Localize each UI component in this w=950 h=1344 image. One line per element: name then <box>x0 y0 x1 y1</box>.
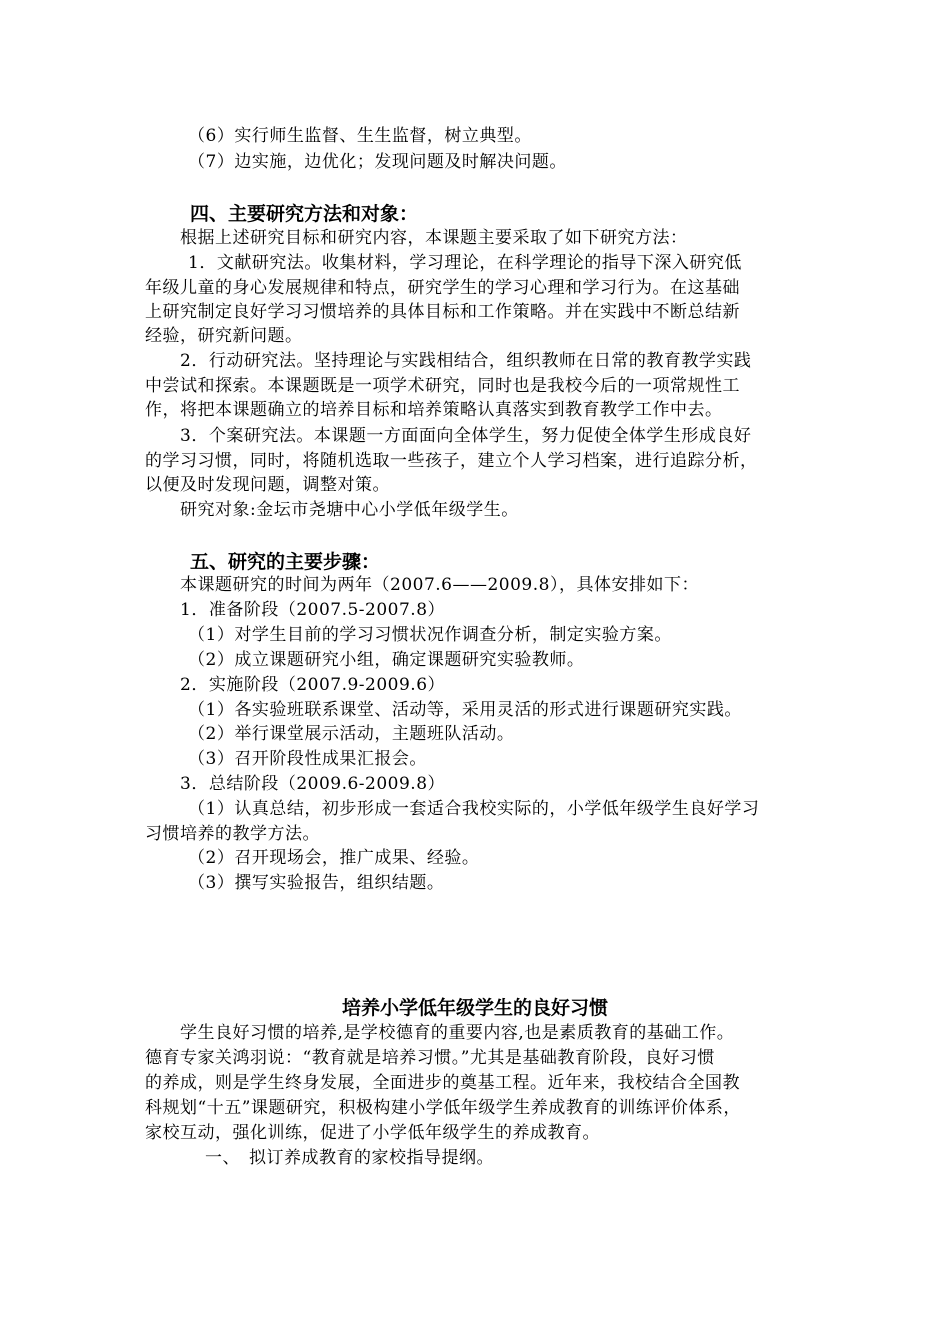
section-point: 一、 拟订养成教育的家校指导提纲。 <box>205 1148 494 1168</box>
section-heading: 四、主要研究方法和对象： <box>190 203 419 225</box>
paragraph-line: 作，将把本课题确立的培养目标和培养策略认真落实到教育教学工作中去。 <box>145 400 723 420</box>
stage-heading: 1．准备阶段（2007.5-2007.8） <box>180 600 446 620</box>
paragraph-line: 以便及时发现问题，调整对策。 <box>145 475 390 495</box>
paragraph-line: 的学习习惯，同时，将随机选取一些孩子，建立个人学习档案，进行追踪分析， <box>145 451 758 471</box>
list-item: （2）举行课堂展示活动，主题班队活动。 <box>188 724 515 744</box>
paragraph-line: 的养成，则是学生终身发展，全面进步的奠基工程。近年来，我校结合全国教 <box>145 1073 740 1093</box>
paragraph: 研究对象:金坛市尧塘中心小学低年级学生。 <box>180 500 519 520</box>
paragraph-line: 3．个案研究法。本课题一方面面向全体学生，努力促使全体学生形成良好 <box>180 426 752 446</box>
paragraph-line: 2．行动研究法。坚持理论与实践相结合，组织教师在日常的教育教学实践 <box>180 351 752 371</box>
article-title: 培养小学低年级学生的良好习惯 <box>341 997 608 1019</box>
list-item: （2）成立课题研究小组，确定课题研究实验教师。 <box>188 650 585 670</box>
paragraph: 根据上述研究目标和研究内容，本课题主要采取了如下研究方法： <box>180 228 688 248</box>
paragraph-line: 上研究制定良好学习习惯培养的具体目标和工作策略。并在实践中不断总结新 <box>145 302 740 322</box>
section-heading: 五、研究的主要步骤： <box>190 551 381 573</box>
stage-heading: 2．实施阶段（2007.9-2009.6） <box>180 675 446 695</box>
paragraph-line: 科规划“十五”课题研究，积极构建小学低年级学生养成教育的训练评价体系， <box>145 1098 741 1118</box>
stage-heading: 3．总结阶段（2009.6-2009.8） <box>180 774 446 794</box>
paragraph-line: 学生良好习惯的培养,是学校德育的重要内容,也是素质教育的基础工作。 <box>180 1023 735 1043</box>
list-item: （3）召开阶段性成果汇报会。 <box>188 749 427 769</box>
list-item: （1）认真总结，初步形成一套适合我校实际的，小学低年级学生良好学习 <box>188 799 760 819</box>
list-item: （1）各实验班联系课堂、活动等，采用灵活的形式进行课题研究实践。 <box>188 700 742 720</box>
paragraph-line: 1．文献研究法。收集材料，学习理论，在科学理论的指导下深入研究低 <box>188 253 742 273</box>
paragraph: 本课题研究的时间为两年（2007.6——2009.8），具体安排如下： <box>180 575 699 595</box>
list-item: （2）召开现场会，推广成果、经验。 <box>188 848 480 868</box>
list-item: 习惯培养的教学方法。 <box>145 824 320 844</box>
paragraph-line: 家校互动，强化训练，促进了小学低年级学生的养成教育。 <box>145 1123 600 1143</box>
paragraph-line: 经验，研究新问题。 <box>145 326 303 346</box>
paragraph-line: 中尝试和探索。本课题既是一项学术研究，同时也是我校今后的一项常规性工 <box>145 376 740 396</box>
paragraph-line: 年级儿童的身心发展规律和特点，研究学生的学习心理和学习行为。在这基础 <box>145 278 740 298</box>
paragraph-line: 德育专家关鸿羽说：“教育就是培养习惯。”尤其是基础教育阶段，良好习惯 <box>145 1048 715 1068</box>
list-item: （1）对学生目前的学习习惯状况作调查分析，制定实验方案。 <box>188 625 672 645</box>
list-item: （3）撰写实验报告，组织结题。 <box>188 873 445 893</box>
list-item: （6）实行师生监督、生生监督，树立典型。 <box>188 126 532 146</box>
list-item: （7）边实施，边优化；发现问题及时解决问题。 <box>188 152 567 172</box>
